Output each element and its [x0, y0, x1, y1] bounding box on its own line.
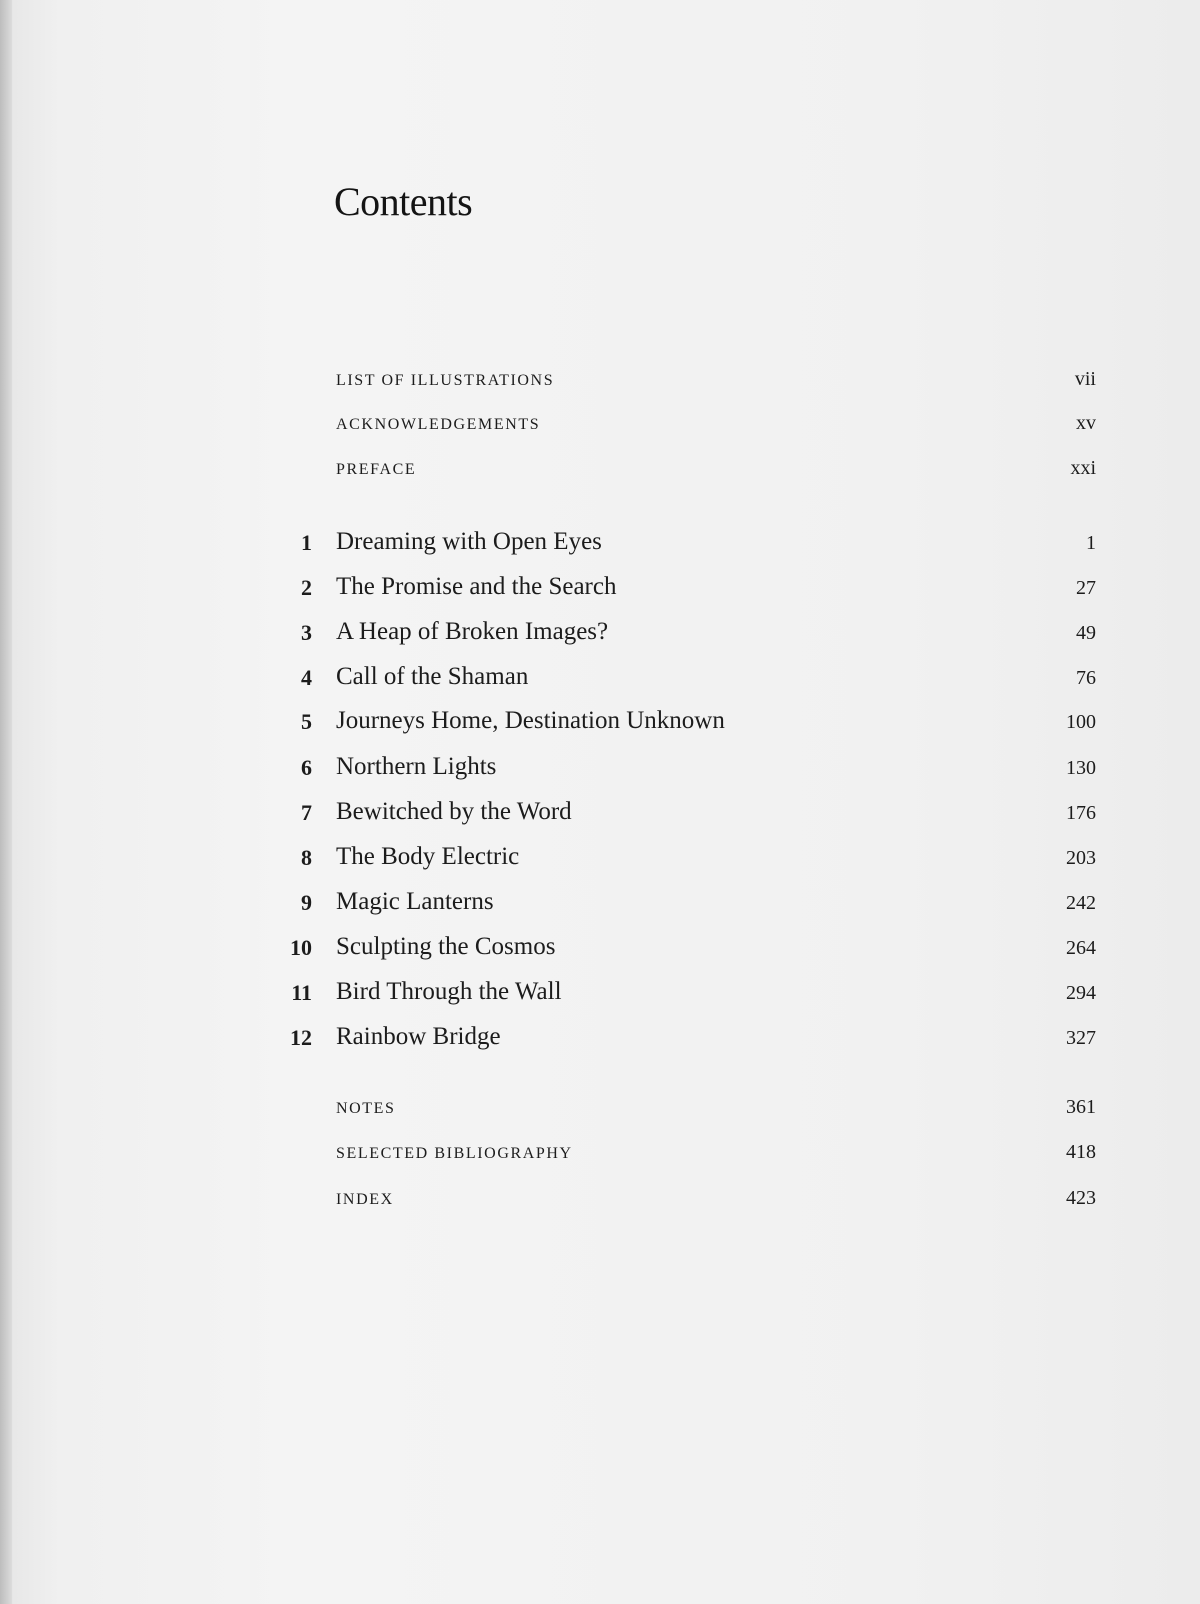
chapter-title: Northern Lights: [336, 753, 497, 780]
chapter-number: 8: [301, 845, 312, 870]
chapter-title: Dreaming with Open Eyes: [336, 528, 602, 555]
toc-chapter-row: [270, 709, 1096, 741]
chapter-page: 203: [1066, 847, 1096, 869]
toc-front-item: [270, 410, 1096, 442]
toc-entry-page: xv: [1076, 412, 1096, 434]
toc-chapter-row: [270, 980, 1096, 1012]
toc-entry-page: 418: [1066, 1141, 1096, 1163]
chapter-number: 5: [301, 709, 312, 734]
toc-entry-title: NOTES: [336, 1100, 396, 1117]
toc-entry-title: LIST OF ILLUSTRATIONS: [336, 372, 555, 389]
toc-chapter-row: [270, 890, 1096, 922]
toc-entry-page: 361: [1066, 1096, 1096, 1118]
chapter-title: Sculpting the Cosmos: [336, 933, 556, 960]
chapter-title: Journeys Home, Destination Unknown: [336, 707, 725, 734]
chapter-page: 327: [1066, 1027, 1096, 1049]
toc-chapter-row: [270, 575, 1096, 607]
chapter-number: 6: [301, 755, 312, 780]
chapter-number: 10: [290, 935, 312, 960]
chapter-number: 9: [301, 890, 312, 915]
chapter-title: Bewitched by the Word: [336, 798, 572, 825]
toc-chapter-row: [270, 665, 1096, 697]
toc-chapter-row: [270, 620, 1096, 652]
toc-entry-title: INDEX: [336, 1191, 394, 1208]
toc-entry-page: vii: [1074, 368, 1096, 390]
toc-front-item: [270, 455, 1096, 487]
toc-chapter-row: [270, 1025, 1096, 1057]
page-title: Contents: [334, 179, 473, 224]
toc-entry-page: 423: [1066, 1187, 1096, 1209]
chapter-number: 12: [290, 1025, 312, 1050]
toc-chapter-row: [270, 530, 1096, 562]
chapter-number: 1: [301, 530, 312, 555]
chapter-page: 49: [1076, 622, 1096, 644]
toc-back-item: [270, 1094, 1096, 1126]
chapter-title: The Body Electric: [336, 843, 520, 870]
toc-chapter-row: [270, 800, 1096, 832]
chapter-page: 176: [1066, 802, 1096, 824]
chapter-number: 7: [301, 800, 312, 825]
toc-chapter-row: [270, 845, 1096, 877]
toc-back-item: [270, 1185, 1096, 1217]
chapter-page: 242: [1066, 892, 1096, 914]
page-binding-edge: [0, 0, 12, 1604]
toc-back-item: [270, 1139, 1096, 1171]
toc-front-item: [270, 366, 1096, 398]
toc-entry-page: xxi: [1070, 457, 1096, 479]
chapter-number: 2: [301, 575, 312, 600]
chapter-title: Call of the Shaman: [336, 663, 529, 690]
chapter-page: 27: [1076, 577, 1096, 599]
chapter-number: 3: [301, 620, 312, 645]
chapter-title: Bird Through the Wall: [336, 978, 562, 1005]
toc-entry-title: ACKNOWLEDGEMENTS: [336, 416, 541, 433]
chapter-page: 264: [1066, 937, 1096, 959]
toc-chapter-row: [270, 755, 1096, 787]
chapter-page: 1: [1086, 532, 1096, 554]
chapter-page: 294: [1066, 982, 1096, 1004]
chapter-page: 100: [1066, 711, 1096, 733]
toc-entry-title: PREFACE: [336, 461, 417, 478]
chapter-page: 76: [1076, 667, 1096, 689]
toc-entry-title: SELECTED BIBLIOGRAPHY: [336, 1145, 573, 1162]
chapter-title: A Heap of Broken Images?: [336, 618, 609, 645]
chapter-number: 11: [291, 980, 312, 1005]
chapter-title: The Promise and the Search: [336, 573, 617, 600]
chapter-title: Rainbow Bridge: [336, 1023, 501, 1050]
chapter-title: Magic Lanterns: [336, 888, 494, 915]
chapter-number: 4: [301, 665, 312, 690]
toc-chapter-row: [270, 935, 1096, 967]
chapter-page: 130: [1066, 757, 1096, 779]
